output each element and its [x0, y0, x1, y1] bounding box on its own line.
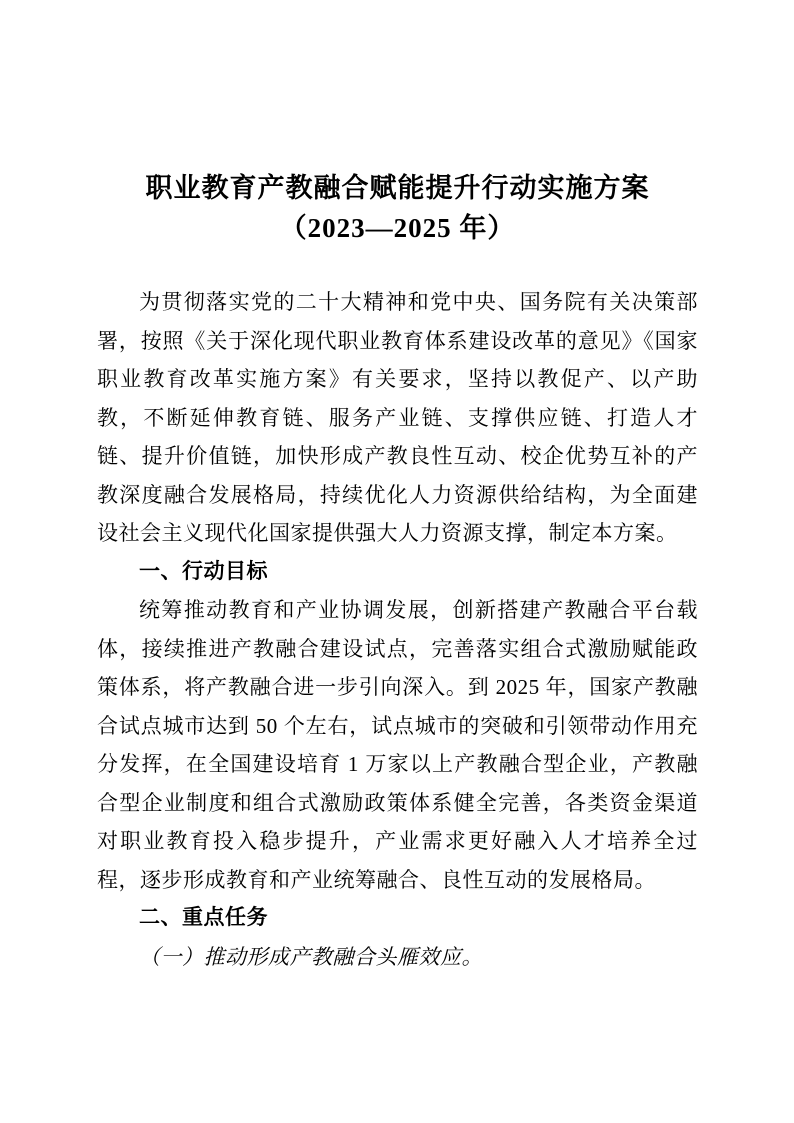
section-2-heading: 二、重点任务: [139, 906, 268, 929]
section-2-item-1-heading: （一）推动形成产教融合头雁效应。: [139, 944, 483, 969]
intro-paragraph: 为贯彻落实党的二十大精神和党中央、国务院有关决策部署，按照《关于深化现代职业教育体系建设改革的意见》《国家职业教育改革实施方案》有关要求，坚持以教促产、以产助教，不断延伸教育链、服务产业链、支撑供应链、打造人才链、提升价值链，加快形成产教良性互动、校企优势互补的产教深度融合发展格局，持续优化人力资源供给结构，为全面建设社会主义现代化国家提供强大人力资源支撑，制定本方案。: [97, 290, 698, 545]
document-title-line-2: （2023—2025 年）: [279, 213, 516, 243]
section-1-paragraph: 统筹推动教育和产业协调发展，创新搭建产教融合平台载体，接续推进产教融合建设试点，完善落实组合式激励赋能政策体系，将产教融合进一步引向深入。到 2025 年，国家产教融合试点城市达到 50 个左右，试点城市的突破和引领带动作用充分发挥，在全国建设培育 1 万家以上产教融合型企业，产教融合型企业制度和组合式激励政策体系健全完善，各类资金渠道对职业教育投入稳步提升，产业需求更好融入人才培养全过程，逐步形成教育和产业统筹融合、良性互动的发展格局。: [97, 598, 698, 892]
section-1-heading: 一、行动目标: [139, 559, 268, 583]
document-title-line-1: 职业教育产教融合赋能提升行动实施方案: [145, 173, 650, 203]
document-title: [97, 168, 698, 248]
document-body: [97, 283, 698, 976]
